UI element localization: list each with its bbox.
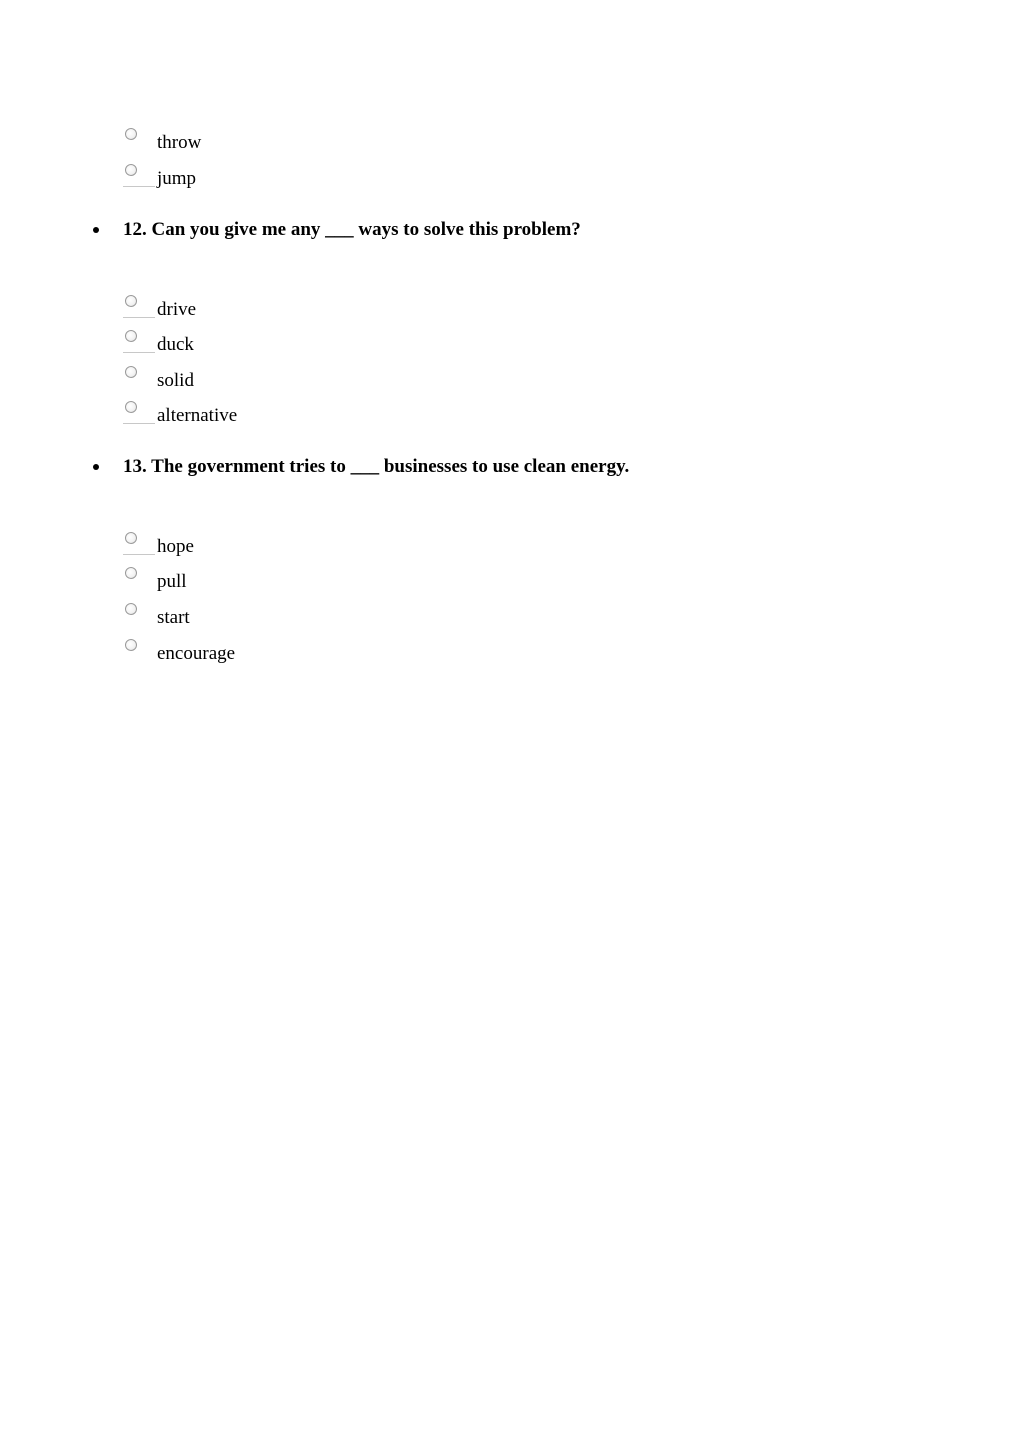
radio-button[interactable]: [125, 330, 137, 342]
option-label: start: [157, 607, 190, 628]
question-text: 12. Can you give me any ___ ways to solve this problem?: [123, 219, 581, 240]
radio-button[interactable]: [125, 295, 137, 307]
q12-option-drive[interactable]: [123, 295, 423, 325]
q13-option-pull[interactable]: [123, 567, 423, 597]
radio-button[interactable]: [125, 366, 137, 378]
option-label: jump: [157, 168, 197, 189]
question-13: [90, 455, 970, 481]
q13-option-start[interactable]: [123, 603, 423, 633]
q12-option-duck[interactable]: [123, 330, 423, 360]
bullet-icon: [93, 227, 99, 233]
radio-button[interactable]: [125, 603, 137, 615]
radio-button[interactable]: [125, 639, 137, 651]
option-label: pull: [157, 571, 187, 592]
question-text: 13. The government tries to ___ businesses to use clean energy.: [123, 456, 630, 477]
option-label: drive: [157, 299, 197, 320]
option-underline: [123, 554, 155, 555]
radio-button[interactable]: [125, 532, 137, 544]
option-label: hope: [157, 536, 194, 557]
q12-option-solid[interactable]: [123, 366, 423, 396]
radio-button[interactable]: [125, 164, 137, 176]
option-underline: [123, 317, 155, 318]
q13-option-encourage[interactable]: [123, 639, 423, 669]
option-underline: [123, 352, 155, 353]
radio-button[interactable]: [125, 128, 137, 140]
option-underline: [123, 186, 155, 187]
option-label: throw: [157, 132, 202, 153]
question-12: [90, 218, 970, 244]
option-underline: [123, 423, 155, 424]
q12-option-alternative[interactable]: [123, 401, 423, 431]
option-label: duck: [157, 334, 194, 355]
bullet-icon: [93, 464, 99, 470]
q11-option-jump[interactable]: [123, 164, 423, 194]
option-label: solid: [157, 370, 194, 391]
option-label: alternative: [157, 405, 238, 426]
q11-option-throw[interactable]: [123, 128, 423, 158]
radio-button[interactable]: [125, 401, 137, 413]
q13-option-hope[interactable]: [123, 532, 423, 562]
radio-button[interactable]: [125, 567, 137, 579]
option-label: encourage: [157, 643, 236, 664]
